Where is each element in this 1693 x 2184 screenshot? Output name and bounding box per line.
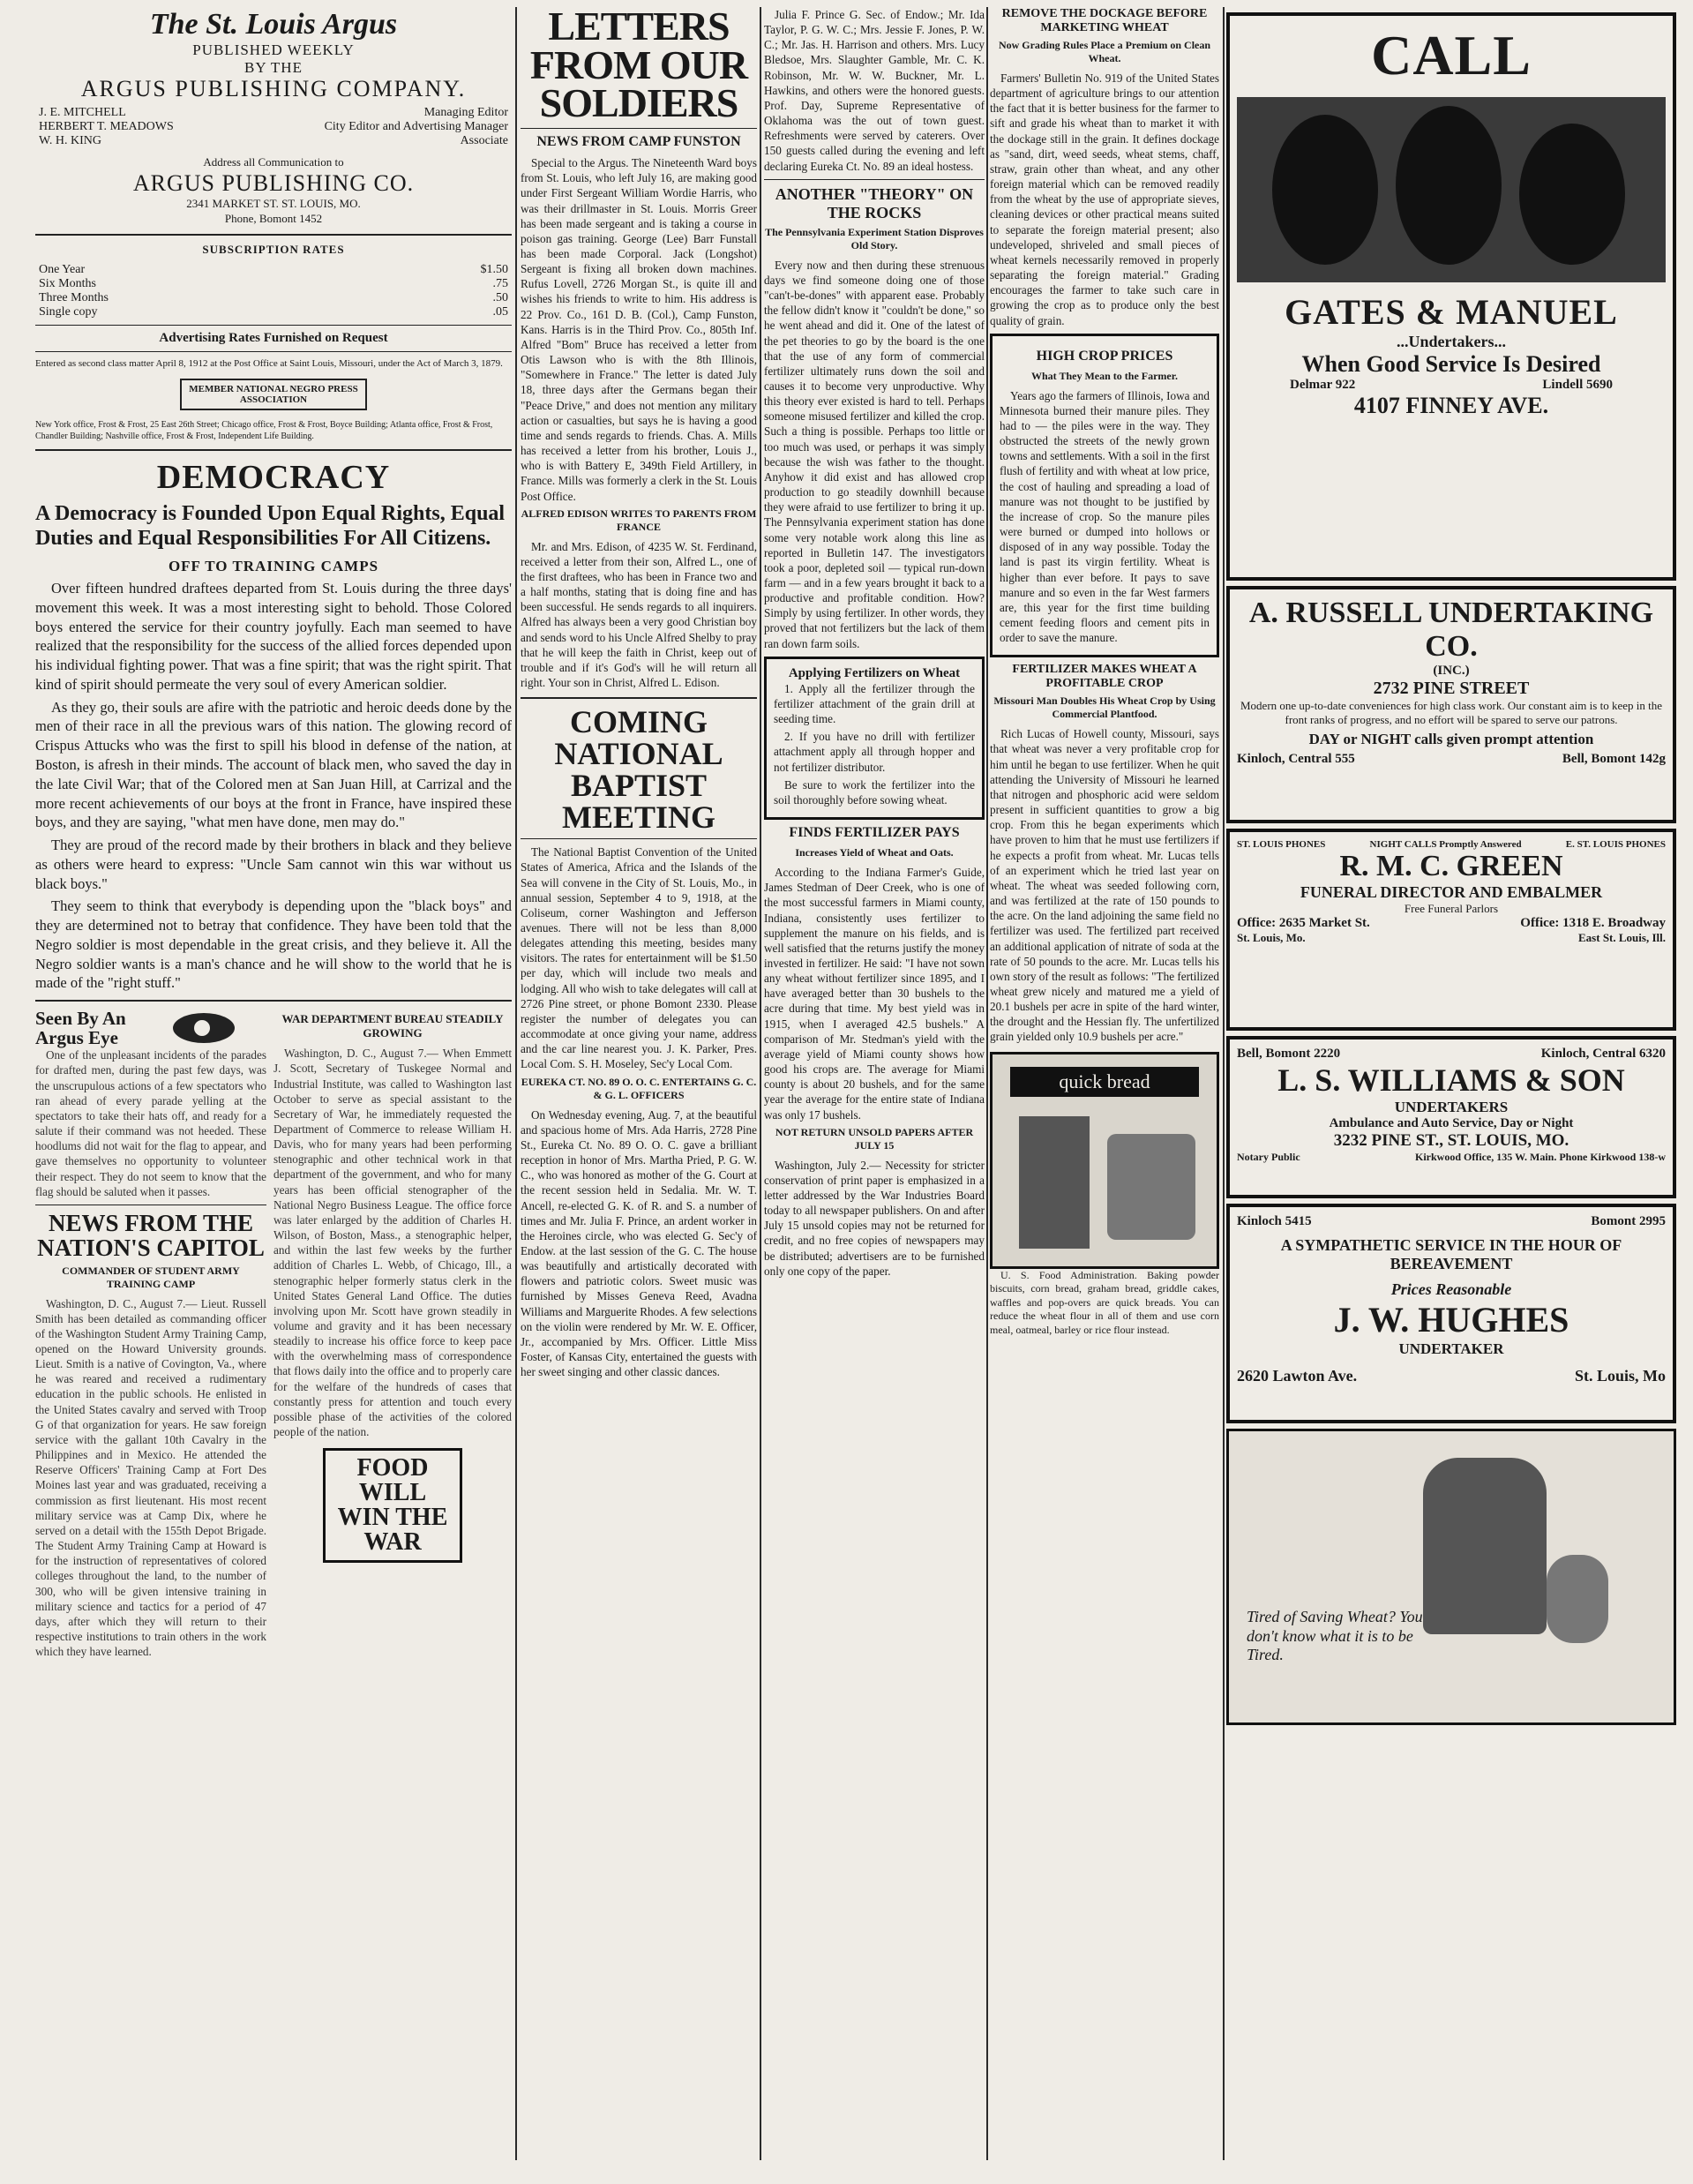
rate-price: .05 [492, 304, 508, 319]
phone-right: Bomont 2995 [1591, 1214, 1666, 1228]
member-badge: MEMBER NATIONAL NEGRO PRESS ASSOCIATION [180, 379, 367, 410]
baptist-text: The National Baptist Convention of the United States of America, Africa and the Islands of the Sea will convene in the City of St. Louis, Mo., in annual session, September 4 to 9, 1918, at the Coliseum, corner Washington and Jefferson avenues. There will not be less than 8,000 delegates attending this meeting, besides many visitors. The rates for entertainment will be $1.50 per day, which will include two meals and lodging. All who wish to take delegates will call at 2726 Pine street, or phone Bomont 2330. Please register the number of delegates you can accommodate at once giving your name, address and the car line nearest you. J. K. Parker, Pres. Local Com. S. H. Moseley, Sec'y Local Com. [521, 845, 757, 1071]
lower-left-column [35, 1009, 266, 1662]
call-title: CALL [1371, 24, 1532, 86]
williams-office: Kirkwood Office, 135 W. Main. Phone Kirkwood 138-w [1414, 1151, 1666, 1163]
staff-role: Associate [460, 134, 508, 148]
russell-phones [1237, 752, 1666, 767]
column-rule [760, 7, 761, 2160]
green-ad [1226, 829, 1676, 1031]
tree-icon [1272, 115, 1378, 265]
russell-text: Modern one up-to-date conveniences for high class work. Our constant aim is to keep in the front ranks of progress, and no effort will be spared to serve our patrons. [1240, 699, 1662, 726]
rates-title: SUBSCRIPTION RATES [202, 242, 345, 256]
applying-box [764, 657, 985, 820]
food-poster: FOOD WILL WIN THE WAR [323, 1448, 462, 1563]
offices-notice: New York office, Frost & Frost, 25 East 26th Street; Chicago office, Frost & Frost, Boyce Building; Atlanta office, Frost & Frost, Chandler Building; Nashville office, Frost & Frost, Independent Life Building. [35, 419, 493, 441]
gates-manuel-address: 4107 FINNEY AVE. [1353, 393, 1549, 418]
rate-label: Three Months [39, 290, 109, 304]
hughes-city: St. Louis, Mo [1574, 1367, 1666, 1385]
russell-name: A. RUSSELL UNDERTAKING CO. [1248, 597, 1654, 663]
gates-manuel-phones [1237, 378, 1666, 393]
quick-bread-poster [990, 1052, 1219, 1269]
applying-item: 1. Apply all the fertilizer through the fertilizer attachment of the grain drill at seeding time. [774, 681, 975, 726]
theory-subhead: The Pennsylvania Experiment Station Disproves Old Story. [765, 225, 984, 251]
hughes-footer [1237, 1367, 1666, 1385]
hughes-phones [1237, 1214, 1666, 1229]
rate-price: .75 [492, 276, 508, 290]
finds-subhead: Increases Yield of Wheat and Oats. [795, 846, 954, 859]
russell-calls: DAY or NIGHT calls given prompt attention [1308, 731, 1594, 747]
capitol-title: NEWS FROM THE NATION'S CAPITOL [37, 1209, 265, 1262]
democracy-paragraph: Over fifteen hundred draftees departed from St. Louis during the three days' movement this week. It was a most interesting sight to behold. Those Colored boys entered the service for their country joyfully. Each man seemed to have realized that the responsibility for the success of the allied forces depended upon his individual fighting power. That was a fine spirit; that was the right spirit. That kind of spirit should permeate the very soul of every American soldier. [35, 580, 512, 693]
phone-left: Kinloch 5415 [1237, 1214, 1312, 1228]
staff-row [39, 134, 508, 148]
phone-right: Kinloch, Central 6320 [1540, 1047, 1666, 1061]
column-3 [764, 7, 985, 2167]
green-header [1237, 839, 1666, 850]
remove-subhead: Now Grading Rules Place a Premium on Clean Wheat. [998, 39, 1211, 64]
hughes-tagline: A SYMPATHETIC SERVICE IN THE HOUR OF BEREAVEMENT [1280, 1236, 1622, 1272]
fertilizer-title: FERTILIZER MAKES WHEAT A PROFITABLE CROP [1012, 663, 1197, 691]
address-line: 2341 MARKET ST. ST. LOUIS, MO. [186, 196, 361, 210]
high-crop-text: Years ago the farmers of Illinois, Iowa and Minnesota burned their manure piles. They had to — the piles were in the way. They obstructed the streets of the newly grown towns and settlements. With a soil in the first flush of fertility and with wheat at low price, the cost of hauling and spreading a load of manure was not thought to be justified by the increase of crop. So the manure piles were burned or dumped into hollows or disposed of in any way possible. Today the land is past its virgin fertility. Wheat is higher than ever before. It pays to save manure and so even in the far West farmers are, this year for the first time building cement feeding floors and cement pits in order to save the manure. [1000, 388, 1210, 645]
office-left: Office: 2635 Market St. [1237, 916, 1370, 930]
phone-left: Delmar 922 [1290, 378, 1356, 392]
remove-text: Farmers' Bulletin No. 919 of the United States department of agriculture brings to our attention the fact that it is better business for the farmer to sift and grade his wheat than to market it with the dockage still in the grain. It defines dockage as "sand, dirt, weed seeds, wheat stems, chaff, straw, grain other than wheat, and any other foreign material which can be removed readily from the wheat by the use of appropriate sieves, cleaning devices or other practical means suited to separate the foreign material present; also undeveloped, shriveled and small pieces of wheat kernels necessarily removed in properly separating the foreign material." Grading encourages the farmer to take such care in growing the crop as to produce only the best quality of grain. [990, 71, 1219, 327]
staff-list [35, 106, 512, 148]
bread-icon [1107, 1134, 1195, 1240]
war-dept-title: WAR DEPARTMENT BUREAU STEADILY GROWING [281, 1012, 504, 1040]
notary: Notary Public [1237, 1151, 1300, 1163]
williams-ad [1226, 1036, 1676, 1198]
edison-text: Mr. and Mrs. Edison, of 4235 W. St. Ferdinand, received a letter from their son, Alfred L., one of the first draftees, who has been in France two and a half months, stating that is doing fine and has been successful. He sends regards to all inquirers. Alfred has always been a very good Christian boy and sends word to his Uncle Alfred Shelby to pray that he will keep the faith in Christ, keep out of trouble and if it's God's will he will return all right. Your son in Christ, Alfred L. Edison. [521, 539, 757, 690]
finds-title: FINDS FERTILIZER PAYS [789, 825, 960, 841]
theory-title: ANOTHER "THEORY" ON THE ROCKS [775, 184, 974, 221]
trees-illustration [1237, 97, 1666, 282]
staff-role: City Editor and Advertising Manager [324, 120, 508, 134]
gates-manuel-line: ...Undertakers... [1397, 333, 1506, 350]
edison-title: ALFRED EDISON WRITES TO PARENTS FROM FRANCE [521, 507, 757, 533]
column-5-ads [1226, 7, 1676, 2167]
russell-ad [1226, 586, 1676, 823]
city-right: East St. Louis, Ill. [1578, 931, 1666, 944]
rate-label: Six Months [39, 276, 96, 290]
applying-item: 2. If you have no drill with fertilizer attachment apply all through hopper and not fertilizer distributor. [774, 730, 975, 774]
hughes-ad [1226, 1204, 1676, 1423]
letters-text: Special to the Argus. The Nineteenth Ward boys from St. Louis, who left July 16, are making good under First Sergeant William Wordie Harris, who was their drillmaster in St. Louis. Morris Greer has been made sergeant and is taking a course in poison gas training. George (Lee) Barr Funstall has been made Corporal. Jack (Longshot) Sergeant is fixing all broken down machines. Rufus Lovell, 2726 Morgan St., is quite ill and wishes his friends to write to him. His address is 22 Prov. Co., 161 D. B. (Col.), Camp Funston, Kans. Harris is in the Third Prov. Co., 805th Inf. Alfred "Bom" Bruce has received a letter from Otis Lawson who is with the 8th Illinois, "Somewhere in France." The letter is dated July 18, three days after the Germans began their "Peace Drive," and does not mention any military action or casualties, but says he is having a good time and sends regards to friends. Chas. A. Mills has received a letter from his brother, Louis J., who is with Battery E, 349th Field Artillery, in France. Mills was formerly a clerk in the St. Louis Post Office. [521, 156, 757, 503]
phone-right: Bell, Bomont 142g [1562, 752, 1666, 766]
figure-icon [1019, 1116, 1090, 1249]
seen-header [35, 1009, 266, 1047]
rate-row [39, 263, 508, 277]
quick-bread-label: quick bread [1010, 1067, 1199, 1097]
williams-service: Ambulance and Auto Service, Day or Night [1329, 1116, 1574, 1130]
city-left: St. Louis, Mo. [1237, 931, 1306, 944]
democracy-paragraph: They seem to think that everybody is depending upon the "black boys" and they are determined not to betray that confidence. They have been told that the Negro soldier is most dependable in the great crisis, and they believe it. All the Negro soldier wants is a man's chance and he will show to the world that he is made of the "right stuff." [35, 897, 512, 992]
seen-title: Seen By An Argus Eye [35, 1008, 126, 1049]
staff-role: Managing Editor [423, 106, 508, 120]
rates-table [39, 263, 508, 319]
theory-text: Every now and then during these strenuous days we find someone doing one of those "can't-be-dones" with apparent ease. Probably the fellow didn't know it "couldn't be done," so he went ahead and did it. One of the latest of the pet theories to go by the board is the one that the use of any form of commercial fertilizer ultimately runs down the soil and causes it to become very unproductive. Why this theory ever existed is hard to tell. Perhaps someone misused fertilizer and killed the crop. Such a thing is possible. Perhaps too little or too much was used, or perhaps it was simply because the wish was father to the thought. Anyhow it did exist and has allowed crop production to go steadily downhill because they were afraid to use fertilizer to bring it up. The Pennsylvania experiment station has done some very notable work along this line as reported in Bulletin 147. The investigators took a poor, depleted soil — typical run-down farm — and in a few years brought it back to a productive and profitable condition. How? Simply by using fertilizer. In other words, they proved that not fertilizers but the lack of them ran down farm soils. [764, 258, 985, 650]
rate-label: One Year [39, 262, 86, 276]
staff-name: J. E. MITCHELL [39, 106, 126, 120]
green-title: FUNERAL DIRECTOR AND EMBALMER [1300, 883, 1603, 901]
hughes-name: J. W. HUGHES [1333, 1300, 1569, 1340]
column-rule [986, 7, 988, 2160]
column-4 [990, 7, 1219, 2167]
column-2 [521, 7, 757, 2167]
williams-address: 3232 PINE ST., ST. LOUIS, MO. [1333, 1131, 1569, 1150]
quick-bread-caption: U. S. Food Administration. Baking powder biscuits, corn bread, graham bread, griddle cakes, waffles and pop-overs are quick breads. You can reduce the wheat flour in all of them and use corn meal, oatmeal, barley or rice flour instead. [990, 1268, 1219, 1336]
rate-row [39, 277, 508, 291]
green-name: R. M. C. GREEN [1339, 850, 1563, 882]
by-line: BY THE [244, 58, 303, 76]
capitol-subhead: COMMANDER OF STUDENT ARMY TRAINING CAMP [62, 1264, 240, 1290]
williams-footer [1237, 1151, 1666, 1164]
staff-row [39, 120, 508, 134]
gates-manuel-ad [1226, 12, 1676, 581]
child-figure-icon [1547, 1555, 1608, 1643]
remove-title: REMOVE THE DOCKAGE BEFORE MARKETING WHEAT [1001, 7, 1208, 34]
green-free: Free Funeral Parlors [1404, 902, 1499, 915]
gates-manuel-name: GATES & MANUEL [1285, 292, 1618, 332]
rate-label: Single copy [39, 304, 98, 319]
fertilizer-text: Rich Lucas of Howell county, Missouri, says that wheat was never a very profitable crop for him until he began to use fertilizer. When he quit attending the University of Missouri he learned that nitrogen and phosphoric acid were seldom present in sufficient quantities to grow a big crop. From this he began experiments which have proven to him that he must use fertilizers if he expects a profit from wheat. Mr. Lucas tells of an experiment which he tried last year on wheat. The wheat was seeded following corn, and was fertilized at the rate of 150 pounds to the acre. On the land adjoining the same field no fertilizer was used. The fertilized part received an additional application of nitrate of soda at the rate of 50 pounds to the acre. Mr. Lucas tells his own story of the result as follows: "The fertilized wheat grew nicely and matured me a yield of 20.1 bushels per acre in spite of the hard winter, the drought and the Hessian fly. The unfertilized grain yielded only 10.9 bushels per acre." [990, 727, 1219, 1044]
lower-two-columns [35, 1009, 512, 1662]
russell-inc: (INC.) [1433, 664, 1470, 678]
eye-icon [173, 1013, 235, 1043]
eureka-title: EUREKA CT. NO. 89 O. O. C. ENTERTAINS G. C. & G. L. OFFICERS [521, 1075, 757, 1101]
paper-name: The St. Louis Argus [149, 8, 398, 41]
democracy-deck: A Democracy is Founded Upon Equal Rights, Equal Duties and Equal Responsibilities For All Citizens. [35, 501, 506, 550]
night-calls: NIGHT CALLS Promptly Answered [1369, 839, 1522, 850]
green-cities [1237, 931, 1666, 945]
column-1 [35, 7, 512, 2167]
rate-price: $1.50 [480, 262, 508, 276]
war-dept-text: Washington, D. C., August 7.— When Emmett J. Scott, Secretary of Tuskegee Normal and Industrial Institute, was called to Washington last October to serve as special assistant to the Secretary of War, he immediately requested the Department of Commerce to release William H. Davis, who for many years had been performing stenographic and other technical work in that department of the government, and who for many years has been official stenographer of the National Negro Business League. The office force was later enlarged by the addition of Charles H. Wilson, of Boston, Mass., a stenographic helper, and within the last few weeks by the further addition of Charles L. Webb, of Chicago, Ill., a stenographic helper formerly status clerk in the United States General Land Office. The duties involving upon Mr. Scott have grown steadily in volume and gravity and it has been necessary steadily to increase his office force to keep pace with the overwhelming mass of correspondence that flows daily into the office and to properly care for the welfare of the hundreds of cases that constantly press for attention and touch every possible phase of the activities of the colored people of the nation. [273, 1047, 512, 1439]
baptist-title: COMING NATIONAL BAPTIST MEETING [554, 704, 723, 836]
staff-row [39, 106, 508, 120]
cartoon-caption: Tired of Saving Wheat? You don't know what it is to be Tired. [1247, 1608, 1423, 1664]
eureka-text: On Wednesday evening, Aug. 7, at the beautiful and spacious home of Mrs. Ada Harris, 2728 Pine St., Eureka Ct. No. 89 O. O. C. gave a brilliant reception in honor of Mrs. Martha Pried, P. G. W. C., who was honored as mother of the G. Court at the recent session held in Sedalia. Mr. W. T. Ancell, re-elected G. K. of R. and S. a number of times and Mr. Julia F. Prince, an ardent worker in the Heroines circle, who was elected G. Sec'y of Endow. at the last session of the G. C. The house was beautifully and artistically decorated with flowers and patriotic colors. Sweet music was furnished by Misses Geneva Reed, Avadna Williams and Marguerite Rhodes. A few selections on the violin were rendered by Mr. W. E. Officer, Jr., accompanied by Mrs. Officer. Little Miss Foster, of Kansas City, entertained the guests with her sweet singing and other classic dances. [521, 1107, 757, 1379]
entered-notice: Entered as second class matter April 8, 1912 at the Post Office at Saint Louis, Missouri, under the Act of March 3, 1879. [35, 357, 503, 369]
lower-right-column [273, 1009, 512, 1662]
letters-title: LETTERS FROM OUR SOLDIERS [529, 7, 748, 126]
tree-icon [1519, 124, 1625, 265]
applying-title: Applying Fertilizers on Wheat [788, 665, 961, 680]
democracy-paragraph: As they go, their souls are afire with the patriotic and heroic deeds done by the men of their race in all the previous wars of this nation. The glowing record of Crispus Attucks who was the first to spill his blood in defense of the nation, at Boston, is afresh in their minds. The account of black men, who saved the day in the late Civil War; that of the Colored men at San Juan Hill, at Carrizal and the more recent achievements of our boys at the front in France, have inspired these boys, and they are saying, "what men have done, men may do." [35, 698, 512, 831]
phone-right: E. ST. LOUIS PHONES [1565, 839, 1666, 850]
staff-name: HERBERT T. MEADOWS [39, 120, 174, 134]
wheat-cartoon [1226, 1429, 1676, 1725]
rate-price: .50 [492, 290, 508, 304]
finds-text: According to the Indiana Farmer's Guide, James Stedman of Deer Creek, who is one of the most successful farmers in Miami county, Indiana, consistently uses fertilizer to supplement the manure on his fields, and is well satisfied that the returns justify the money invested in fertilizer. He said: "I have not sown any wheat without fertilizer since 1895, and I have averaged better than 30 bushels to the acre during that time. My best yield was in 1915, when I averaged 42.5 bushels." A comparison of Mr. Stedman's yield with the average yield of Miami county shows how good his crops are. The average for Miami county is about 20 bushels, and for the same year the average for the entire state of Indiana was only 17 bushels. [764, 866, 985, 1122]
high-crop-subhead: What They Mean to the Farmer. [1031, 369, 1178, 382]
russell-address: 2732 PINE STREET [1373, 679, 1530, 698]
tree-icon [1396, 106, 1502, 265]
rate-row [39, 305, 508, 319]
theory-intro: Julia F. Prince G. Sec. of Endow.; Mr. Ida Taylor, P. G. W. C.; Mrs. Jessie F. Jones, P. W. C.; Mr. Jas. H. Harrison and others. Mrs. Lucy Bledsoe, Mrs. Slaughter Gamble, Mr. C. K. Robinson, Mr. W. W. Buckner, Mr. L. Hawkins, and others were the honored guests. Prof. Day, Supreme Representative of Oklahoma was the out of town guest. Refreshments were served by caterers. Over 150 guests called during the evening and left declaring Eureka Ct. No. 89 an ideal hostess. [764, 8, 985, 173]
address-lead: Address all Communication to [203, 155, 344, 169]
williams-phones [1237, 1047, 1666, 1062]
published-line: PUBLISHED WEEKLY [192, 41, 355, 59]
woman-figure-icon [1423, 1458, 1547, 1634]
high-crop-title: HIGH CROP PRICES [1036, 348, 1173, 364]
democracy-title: DEMOCRACY [156, 458, 391, 496]
masthead [35, 7, 512, 102]
address-company: ARGUS PUBLISHING CO. [132, 169, 415, 196]
phone-left: ST. LOUIS PHONES [1237, 839, 1326, 850]
seen-text: One of the unpleasant incidents of the parades for drafted men, during the past few days, was the unscrupulous actions of a few spectators who ran ahead of every parade yelling at the spectators to take their hats off, and ready for a salute if their command was not heeded. These hoodlums did not wait for the flag to appear, and gave themselves no opportunity to volunteer their respect. They do not seem to know that the flag should be saluted when it passes. [35, 1048, 266, 1198]
unsold-title: NOT RETURN UNSOLD PAPERS AFTER JULY 15 [775, 1125, 974, 1152]
phone-left: Kinloch, Central 555 [1237, 752, 1355, 766]
phone-line: Phone, Bomont 1452 [224, 211, 323, 225]
rate-row [39, 291, 508, 305]
phone-right: Lindell 5690 [1542, 378, 1613, 392]
ad-rates: Advertising Rates Furnished on Request [159, 330, 388, 345]
office-right: Office: 1318 E. Broadway [1520, 916, 1666, 930]
hughes-address: 2620 Lawton Ave. [1237, 1367, 1358, 1385]
column-rule [515, 7, 517, 2160]
staff-name: W. H. KING [39, 134, 102, 148]
democracy-paragraph: They are proud of the record made by their brothers in black and they believe as others were heard to express: "Uncle Sam cannot win this war without us black boys." [35, 837, 512, 892]
company-name: ARGUS PUBLISHING COMPANY. [80, 76, 467, 102]
high-crop-box [990, 334, 1219, 658]
address-block [35, 155, 512, 227]
hughes-title: UNDERTAKER [1398, 1340, 1504, 1357]
column-rule [1223, 7, 1225, 2160]
letters-subhead: NEWS FROM CAMP FUNSTON [536, 134, 741, 150]
capitol-text: Washington, D. C., August 7.— Lieut. Russell Smith has been detailed as commanding officer of the Washington Student Army Training Camp, opened on the Howard University grounds. Lieut. Smith is a native of Covington, Va., where he was reared and received a rudimentary education in the public schools. He enlisted in the United States cavalry and served with Troop G of that organization for years. He saw foreign service with the gallant 10th Cavalry in the Philippines and in Mexico. He attended the Reserve Officers' Training Camp at Fort Des Moines last year and was graduated, receiving a commission as first lieutenant. His most recent military service was at Camp Dix, where he served on a detail with the 155th Depot Brigade. The Student Army Training Camp at Howard is for the instruction of representatives of colored colleges throughout the land, to the number of 300, who will be given intensive training in military science and tactics for a period of 47 days, after which they will return to their respective institutions to train others in the work which they have learned. [35, 1296, 266, 1659]
hughes-prices: Prices Reasonable [1390, 1280, 1512, 1298]
gates-manuel-slogan: When Good Service Is Desired [1301, 351, 1601, 377]
green-offices [1237, 916, 1666, 931]
unsold-text: Washington, July 2.— Necessity for stricter conservation of print paper is emphasized in a letter addressed by the War Industries Board today to all newspaper publishers. On and after July 15 unsold copies may not be returned for credit, and no free copies of newspapers may be distributed; advertisers are to be furnished only one copy of the paper. [764, 1158, 985, 1278]
phone-left: Bell, Bomont 2220 [1237, 1047, 1341, 1061]
democracy-subhead: OFF TO TRAINING CAMPS [168, 558, 379, 575]
applying-item: Be sure to work the fertilizer into the soil thoroughly before sowing wheat. [774, 777, 975, 807]
williams-title: UNDERTAKERS [1394, 1099, 1509, 1115]
williams-name: L. S. WILLIAMS & SON [1277, 1062, 1625, 1098]
fertilizer-subhead: Missouri Man Doubles His Wheat Crop by Using Commercial Plantfood. [993, 694, 1216, 721]
